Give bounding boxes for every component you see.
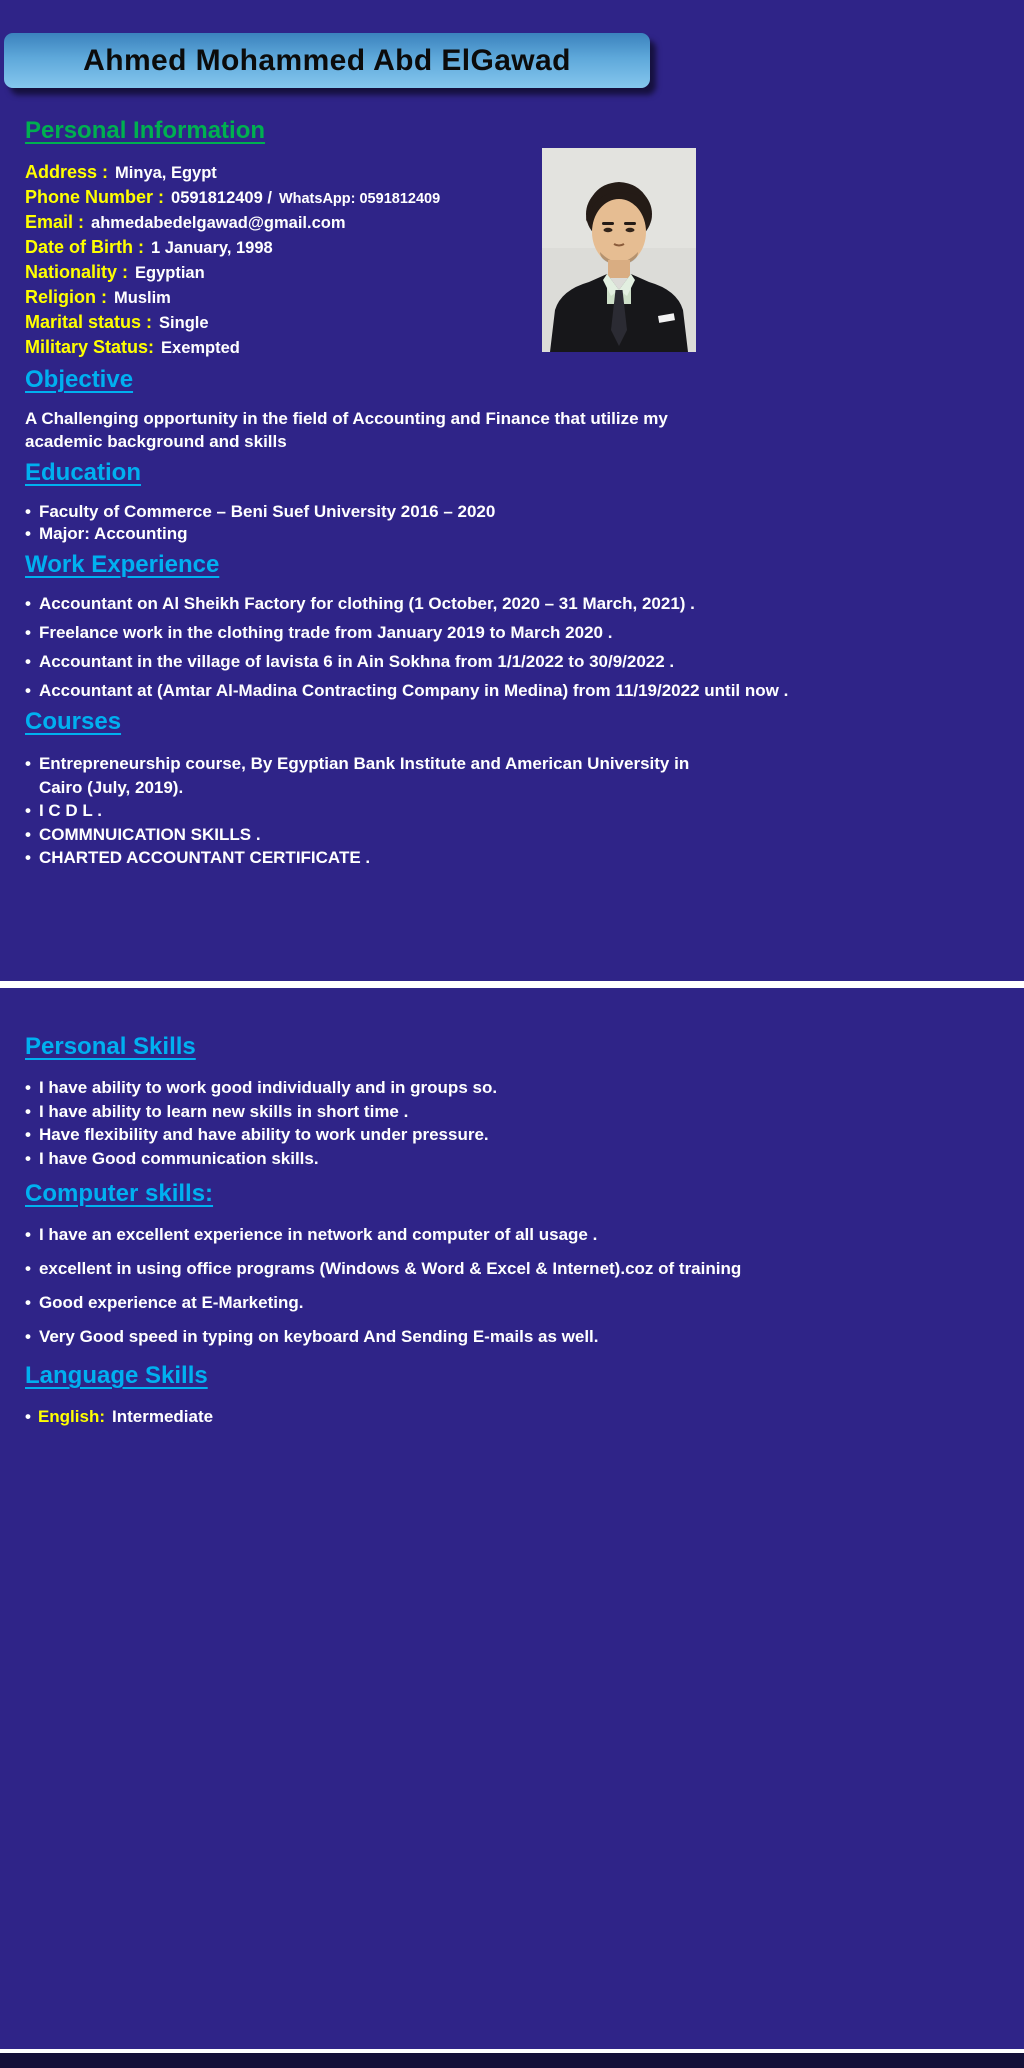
personal-skill-item	[25, 1147, 1024, 1171]
courses-list	[25, 752, 720, 870]
profile-photo	[542, 148, 696, 352]
computer-skill-item	[25, 1325, 1024, 1348]
address-label: Address :	[25, 162, 109, 182]
cv-page-2	[0, 988, 1024, 2049]
language-item	[25, 1407, 1024, 1427]
nationality-label: Nationality :	[25, 262, 129, 282]
whatsapp-value: WhatsApp: 0591812409	[278, 191, 441, 207]
info-row-marital	[25, 312, 1024, 337]
info-row-dob	[25, 237, 1024, 262]
military-label: Military Status:	[25, 337, 155, 357]
footer-strip	[0, 2053, 1024, 2068]
portrait-illustration	[542, 148, 696, 352]
course-item	[25, 799, 720, 823]
work-experience-heading: Work Experience	[25, 551, 220, 578]
computer-skill-item	[25, 1223, 1024, 1246]
course-item	[25, 752, 720, 799]
nationality-value: Egyptian	[135, 264, 205, 282]
computer-skill-text: • excellent in using office programs (Windows & Word & Excel & Internet).coz of training	[38, 1259, 742, 1278]
courses-heading: Courses	[25, 708, 122, 735]
work-item-text: • Accountant at (Amtar Al-Madina Contracting Company in Medina) from 11/19/2022 until now .	[38, 681, 789, 700]
computer-skill-text: • Good experience at E-Marketing.	[38, 1293, 304, 1312]
email-value: ahmedabedelgawad@gmail.com	[91, 214, 346, 232]
info-row-religion	[25, 287, 1024, 312]
info-row-address	[25, 162, 1024, 187]
personal-skill-text: • I have Good communication skills.	[38, 1148, 319, 1168]
marital-value: Single	[159, 314, 209, 332]
phone-value: 0591812409 /	[171, 189, 272, 207]
education-heading: Education	[25, 459, 142, 486]
work-item-text: • Freelance work in the clothing trade from January 2019 to March 2020 .	[38, 623, 613, 642]
work-item	[25, 647, 1024, 676]
course-item-text: • Entrepreneurship course, By Egyptian Bank Institute and American University in Cairo (July, 2019).	[38, 754, 690, 797]
computer-skills-heading: Computer skills:	[25, 1180, 214, 1207]
language-skills-heading: Language Skills	[25, 1362, 208, 1389]
personal-skill-text: • I have ability to learn new skills in short time .	[38, 1101, 409, 1121]
military-value: Exempted	[161, 339, 240, 357]
page-break-divider	[0, 981, 1024, 988]
marital-label: Marital status :	[25, 312, 153, 332]
phone-label: Phone Number :	[25, 187, 165, 207]
objective-text: A Challenging opportunity in the field of Accounting and Finance that utilize my academic background and skills	[25, 409, 668, 451]
course-item-text: • COMMNUICATION SKILLS .	[38, 824, 261, 844]
computer-skill-item	[25, 1257, 1024, 1280]
course-item	[25, 823, 720, 847]
education-item	[25, 501, 1024, 523]
education-item-text: • Major: Accounting	[38, 524, 188, 543]
work-item-text: • Accountant in the village of lavista 6 in Ain Sokhna from 1/1/2022 to 30/9/2022 .	[38, 652, 675, 671]
work-item	[25, 589, 1024, 618]
work-item-text: • Accountant on Al Sheikh Factory for clothing (1 October, 2020 – 31 March, 2021) .	[38, 594, 695, 613]
personal-info-list	[25, 162, 1024, 362]
computer-skill-item	[25, 1291, 1024, 1314]
language-value: Intermediate	[112, 1407, 214, 1426]
dob-value: 1 January, 1998	[151, 239, 273, 257]
education-item-text: • Faculty of Commerce – Beni Suef University 2016 – 2020	[38, 502, 496, 521]
dob-label: Date of Birth :	[25, 237, 144, 257]
language-label: • English:	[37, 1407, 106, 1426]
objective-heading: Objective	[25, 366, 134, 393]
computer-skill-text: • I have an excellent experience in network and computer of all usage .	[38, 1225, 598, 1244]
work-item	[25, 618, 1024, 647]
computer-skill-text: • Very Good speed in typing on keyboard And Sending E-mails as well.	[38, 1327, 599, 1346]
personal-info-heading: Personal Information	[25, 117, 266, 144]
candidate-name: Ahmed Mohammed Abd ElGawad	[83, 43, 571, 77]
personal-skills-heading: Personal Skills	[25, 1033, 196, 1060]
personal-skill-item	[25, 1123, 1024, 1147]
personal-skills-list	[25, 1076, 1024, 1170]
email-label: Email :	[25, 212, 85, 232]
personal-skill-text: • I have ability to work good individually and in groups so.	[38, 1078, 498, 1097]
address-value: Minya, Egypt	[115, 164, 217, 182]
personal-skill-item	[25, 1100, 1024, 1124]
education-list	[25, 501, 1024, 545]
course-item	[25, 846, 720, 870]
personal-skill-item	[25, 1076, 1024, 1100]
religion-value: Muslim	[114, 289, 171, 307]
education-item	[25, 523, 1024, 545]
info-row-email	[25, 212, 1024, 237]
info-row-military	[25, 337, 1024, 362]
info-row-nationality	[25, 262, 1024, 287]
personal-skill-text: • Have flexibility and have ability to work under pressure.	[38, 1125, 489, 1144]
info-row-phone	[25, 187, 1024, 212]
computer-skills-list	[25, 1223, 1024, 1348]
course-item-text: • CHARTED ACCOUNTANT CERTIFICATE .	[38, 848, 371, 867]
religion-label: Religion :	[25, 287, 107, 307]
work-experience-list	[25, 589, 1024, 705]
work-item	[25, 676, 1024, 705]
name-banner	[4, 33, 650, 88]
cv-page-1	[0, 0, 1024, 981]
course-item-text: • I C D L .	[38, 801, 102, 820]
